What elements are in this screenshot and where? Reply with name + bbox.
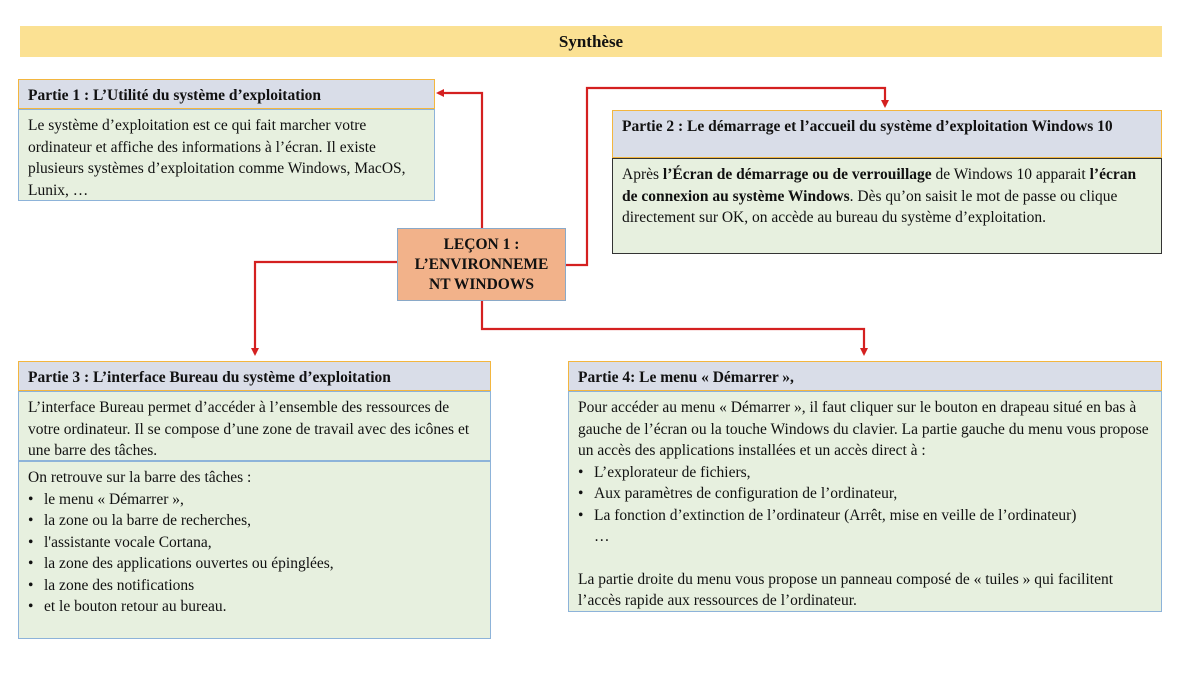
part2-text-2: de Windows 10 apparait [931, 166, 1090, 183]
list-item: • la zone des applications ouvertes ou épinglées, [28, 553, 481, 575]
part3-header [18, 361, 491, 391]
part3-body [18, 391, 491, 461]
synthese-banner: Synthèse [20, 26, 1162, 57]
arrow-to-part1 [438, 93, 482, 228]
part2-bold-2: l’écran de connexion au système Windows [622, 166, 1137, 205]
list-item: • L’explorateur de fichiers, [578, 462, 1152, 484]
arrow-to-part3 [255, 262, 397, 354]
part3-list-intro: On retrouve sur la barre des tâches : [28, 469, 252, 486]
list-item: • Aux paramètres de configuration de l’ordinateur, [578, 483, 1152, 505]
part1-title: Partie 1 : L’Utilité du système d’exploitation [28, 87, 322, 104]
list-item: • le menu « Démarrer », [28, 489, 481, 511]
part2-bold-1: l’Écran de démarrage ou de verrouillage [662, 166, 932, 183]
center-line-2: L’ENVIRONNEME [414, 256, 549, 273]
part4-header [568, 361, 1162, 391]
part4-text: Pour accéder au menu « Démarrer », il faut cliquer sur le bouton en drapeau situé en bas à gauche de l’écran ou la touche Windows du clavier. La partie gauche du menu vous propose un accès des applications installées et un accès direct à : [578, 399, 1149, 459]
list-item: • la zone des notifications [28, 575, 481, 597]
part4-body [568, 391, 1162, 612]
list-item: • la zone ou la barre de recherches, [28, 510, 481, 532]
part4-list [578, 462, 1152, 527]
part2-title: Partie 2 : Le démarrage et l’accueil du système d’exploitation Windows 10 [622, 118, 1113, 135]
list-item: • et le bouton retour au bureau. [28, 596, 481, 618]
part2-body [612, 158, 1162, 254]
part4-text-2: La partie droite du menu vous propose un panneau composé de « tuiles » qui facilitent l’accès rapide aux ressources de l’ordinateur. [578, 570, 1114, 609]
part2-text-1: Après [622, 166, 663, 183]
list-item: • l'assistante vocale Cortana, [28, 532, 481, 554]
part2-header [612, 110, 1162, 158]
center-line-1: LEÇON 1 : [443, 236, 520, 253]
part1-body [18, 109, 435, 201]
part3-text: L’interface Bureau permet d’accéder à l’ensemble des ressources de votre ordinateur. Il se compose d’une zone de travail avec des icônes et une barre des tâches. [28, 399, 470, 459]
part4-ellipsis: … [594, 528, 610, 545]
part2-text-3: . Dès qu’on saisit le mot de passe ou clique directement sur OK, on accède au bureau du système d’exploitation. [622, 187, 1118, 226]
part1-header [18, 79, 435, 109]
list-item: • La fonction d’extinction de l’ordinateur (Arrêt, mise en veille de l’ordinateur) [578, 505, 1152, 527]
lesson-center-node [397, 228, 566, 301]
arrow-to-part4 [482, 301, 864, 354]
part3-title: Partie 3 : L’interface Bureau du système d’exploitation [28, 369, 391, 386]
center-line-3: NT WINDOWS [429, 276, 534, 293]
part1-text: Le système d’exploitation est ce qui fait marcher votre ordinateur et affiche des informations à l’écran. Il existe plusieurs systèmes d’exploitation comme Windows, MacOS, Lunix, … [28, 117, 406, 199]
part3-list [28, 489, 481, 618]
part3-list-box [18, 461, 491, 639]
part4-title: Partie 4: Le menu « Démarrer », [578, 369, 794, 386]
